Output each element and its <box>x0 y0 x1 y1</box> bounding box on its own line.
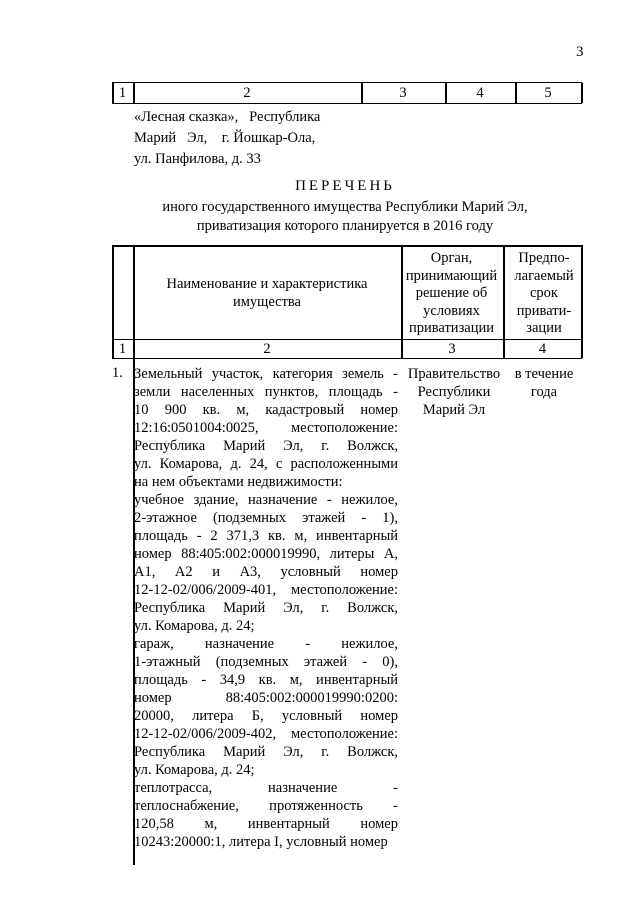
term-cell: в течение года <box>514 366 574 400</box>
document-subtitle: иного государственного имущества Республики Марий Эл, <box>162 199 528 215</box>
column-header-term: Предпо- лагаемый срок привати- зации <box>514 250 574 336</box>
page-number: 3 <box>576 44 584 60</box>
column-number: 1 <box>118 341 127 357</box>
header-cell: 1 <box>118 85 127 101</box>
column-number: 3 <box>448 341 456 357</box>
organ-cell: Правительство Республики Марий Эл <box>407 366 501 418</box>
header-cell: 3 <box>399 85 407 101</box>
header-cell: 2 <box>243 85 251 101</box>
header-cell: 4 <box>476 85 484 101</box>
table-top-border <box>112 245 582 247</box>
column-number: 4 <box>538 341 547 357</box>
column-number-row <box>112 339 582 359</box>
header-cell: 5 <box>544 85 552 101</box>
continued-table-header <box>112 82 582 104</box>
column-number: 2 <box>263 341 271 357</box>
previous-entry-text: «Лесная сказка», Республика Марий Эл, г. Йошкар-Ола, ул. Панфилова, д. 33 <box>134 109 321 167</box>
column-header-name: Наименование и характеристика имущества <box>166 276 368 310</box>
document-title: ПЕРЕЧЕНЬ <box>295 178 395 194</box>
column-header-organ: Орган, принимающий решение об условиях приватизации <box>405 250 498 336</box>
row-number: 1. <box>112 365 123 381</box>
document-subtitle: приватизация которого планируется в 2016 году <box>196 218 494 234</box>
property-description: Земельный участок, категория земель - земли населенных пунктов, площадь - 10 900 кв. м, кадастровый номер 12:16:0501004:0025, местоположение: Республика Марий Эл, г. Волжск, ул. Комарова, д. 24, с расположенными на нем объектами недвижимости: учебное здание, назначение - нежилое, 2-этажное (подземных этажей - 1), площадь - 2 371,3 кв. м, инвентарный номер 88:405:002:000019990, литеры А, А1, А2 и А3, условный номер 12-12-02/006/2009-401, местоположение: Республика Марий Эл, г. Волжск, ул. Комарова, д. 24; гараж, назначение - нежилое, 1-этажный (подземных этажей - 0), площадь - 34,9 кв. м, инвентарный номер 88:405:002:000019990:0200: 20000, литера Б, условный номер 12-12-02/006/2009-402, местоположение: Республика Марий Эл, г. Волжск, ул. Комарова, д. 24; теплотрасса, назначение - теплоснабжение, протяженность - 120,58 м, инвентарный номер 10243:20000:1, литера I, условный номер <box>134 366 398 850</box>
